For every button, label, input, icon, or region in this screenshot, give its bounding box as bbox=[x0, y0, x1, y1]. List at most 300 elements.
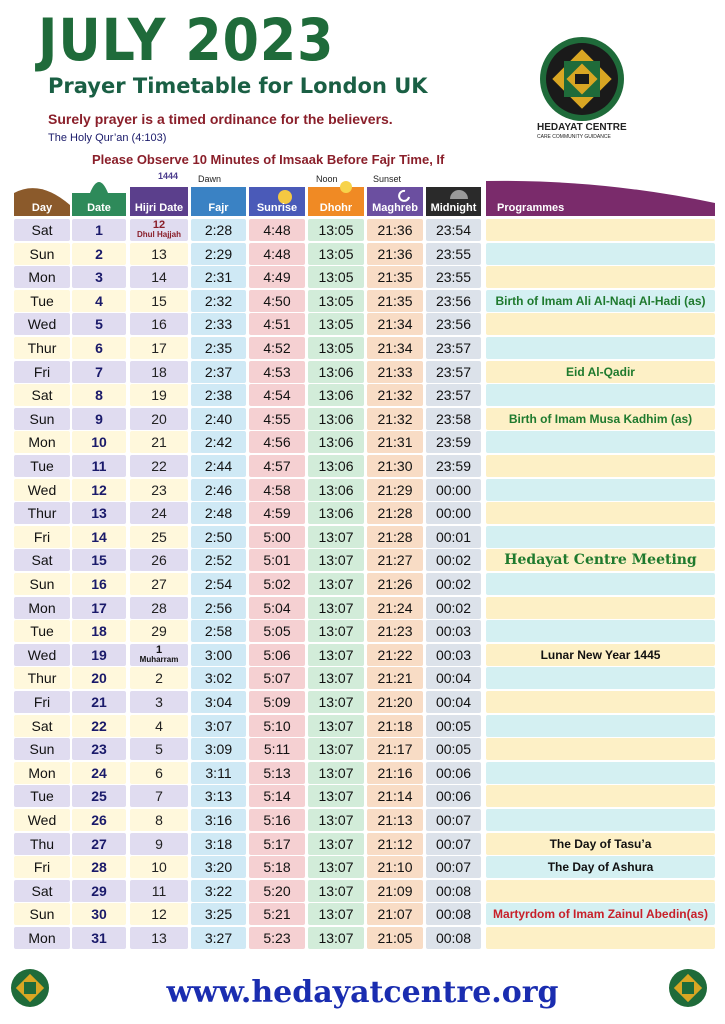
cell-midnight: 00:01 bbox=[426, 526, 481, 548]
cell-hijri: 27 bbox=[130, 573, 188, 595]
cell-midnight: 23:56 bbox=[426, 290, 481, 312]
cell-midnight: 00:05 bbox=[426, 715, 481, 737]
cell-hijri: 29 bbox=[130, 620, 188, 642]
table-row bbox=[0, 219, 725, 241]
cell-maghreb: 21:21 bbox=[367, 667, 423, 689]
table-row bbox=[0, 266, 725, 288]
cell-midnight: 00:03 bbox=[426, 620, 481, 642]
cell-sunrise: 5:02 bbox=[249, 573, 305, 595]
cell-programme: Lunar New Year 1445 bbox=[486, 644, 715, 666]
table-row bbox=[0, 856, 725, 878]
cell-date: 24 bbox=[72, 762, 126, 784]
table-row bbox=[0, 526, 725, 548]
imsaak-note: Please Observe 10 Minutes of Imsaak Before Fajr Time, If bbox=[92, 152, 445, 167]
cell-programme bbox=[486, 880, 715, 902]
cell-sunrise: 4:49 bbox=[249, 266, 305, 288]
cell-sunrise: 5:01 bbox=[249, 549, 305, 571]
cell-sunrise: 4:48 bbox=[249, 243, 305, 265]
cell-date: 21 bbox=[72, 691, 126, 713]
cell-date: 5 bbox=[72, 313, 126, 335]
cell-fajr: 3:27 bbox=[191, 927, 246, 949]
noon-label: Noon bbox=[316, 174, 338, 184]
cell-midnight: 00:00 bbox=[426, 479, 481, 501]
cell-date: 3 bbox=[72, 266, 126, 288]
cell-programme bbox=[486, 573, 715, 595]
cell-programme bbox=[486, 691, 715, 713]
table-row bbox=[0, 408, 725, 430]
cell-midnight: 00:00 bbox=[426, 502, 481, 524]
cell-programme: The Day of Ashura bbox=[486, 856, 715, 878]
cell-sunrise: 5:10 bbox=[249, 715, 305, 737]
cell-maghreb: 21:16 bbox=[367, 762, 423, 784]
cell-day: Sat bbox=[14, 219, 70, 241]
cell-maghreb: 21:26 bbox=[367, 573, 423, 595]
page-subtitle: Prayer Timetable for London UK bbox=[48, 74, 428, 98]
cell-midnight: 23:58 bbox=[426, 408, 481, 430]
cell-hijri bbox=[130, 644, 188, 666]
cell-maghreb: 21:32 bbox=[367, 384, 423, 406]
cell-date: 11 bbox=[72, 455, 126, 477]
cell-programme: Birth of Imam Ali Al-Naqi Al-Hadi (as) bbox=[486, 290, 715, 312]
cell-dhohr: 13:07 bbox=[308, 880, 364, 902]
cell-programme: Hedayat Centre Meeting bbox=[486, 549, 715, 571]
cell-day: Mon bbox=[14, 762, 70, 784]
cell-programme bbox=[486, 384, 715, 406]
cell-maghreb: 21:18 bbox=[367, 715, 423, 737]
cell-programme bbox=[486, 479, 715, 501]
cell-fajr: 2:42 bbox=[191, 431, 246, 453]
cell-maghreb: 21:12 bbox=[367, 833, 423, 855]
dawn-label: Dawn bbox=[198, 174, 222, 184]
cell-dhohr: 13:07 bbox=[308, 667, 364, 689]
cell-programme bbox=[486, 738, 715, 760]
cell-hijri: 22 bbox=[130, 455, 188, 477]
cell-fajr: 2:32 bbox=[191, 290, 246, 312]
table-row bbox=[0, 738, 725, 760]
cell-day: Thur bbox=[14, 667, 70, 689]
cell-sunrise: 5:09 bbox=[249, 691, 305, 713]
cell-sunrise: 4:54 bbox=[249, 384, 305, 406]
cell-sunrise: 5:04 bbox=[249, 597, 305, 619]
cell-programme bbox=[486, 597, 715, 619]
cell-fajr: 3:16 bbox=[191, 809, 246, 831]
table-row bbox=[0, 313, 725, 335]
cell-date: 13 bbox=[72, 502, 126, 524]
col-sunrise: Sunrise bbox=[256, 202, 298, 214]
cell-programme: Martyrdom of Imam Zainul Abedin(as) bbox=[486, 903, 715, 925]
cell-dhohr: 13:06 bbox=[308, 502, 364, 524]
cell-day: Tue bbox=[14, 785, 70, 807]
cell-hijri: 28 bbox=[130, 597, 188, 619]
cell-sunrise: 5:14 bbox=[249, 785, 305, 807]
cell-maghreb: 21:35 bbox=[367, 266, 423, 288]
hijri-month: Dhul Hajjah bbox=[136, 230, 181, 239]
cell-fajr: 2:37 bbox=[191, 361, 246, 383]
col-hijri: Hijri Date bbox=[134, 202, 184, 214]
cell-dhohr: 13:06 bbox=[308, 455, 364, 477]
cell-dhohr: 13:07 bbox=[308, 691, 364, 713]
cell-fajr: 2:52 bbox=[191, 549, 246, 571]
cell-hijri: 2 bbox=[130, 667, 188, 689]
cell-midnight: 00:08 bbox=[426, 927, 481, 949]
cell-sunrise: 5:17 bbox=[249, 833, 305, 855]
cell-fajr: 3:00 bbox=[191, 644, 246, 666]
cell-date: 26 bbox=[72, 809, 126, 831]
cell-fajr: 2:56 bbox=[191, 597, 246, 619]
cell-fajr: 2:33 bbox=[191, 313, 246, 335]
cell-maghreb: 21:14 bbox=[367, 785, 423, 807]
cell-day: Sat bbox=[14, 715, 70, 737]
cell-fajr: 3:22 bbox=[191, 880, 246, 902]
cell-midnight: 00:04 bbox=[426, 667, 481, 689]
cell-midnight: 00:02 bbox=[426, 597, 481, 619]
cell-hijri: 7 bbox=[130, 785, 188, 807]
cell-midnight: 00:06 bbox=[426, 762, 481, 784]
cell-midnight: 23:57 bbox=[426, 384, 481, 406]
cell-day: Mon bbox=[14, 266, 70, 288]
cell-hijri: 12 bbox=[130, 903, 188, 925]
cell-date: 28 bbox=[72, 856, 126, 878]
cell-hijri: 18 bbox=[130, 361, 188, 383]
cell-programme bbox=[486, 243, 715, 265]
table-row bbox=[0, 927, 725, 949]
table-row bbox=[0, 431, 725, 453]
cell-programme bbox=[486, 762, 715, 784]
cell-fajr: 2:40 bbox=[191, 408, 246, 430]
table-row bbox=[0, 809, 725, 831]
cell-midnight: 23:57 bbox=[426, 337, 481, 359]
cell-day: Tue bbox=[14, 455, 70, 477]
cell-hijri: 16 bbox=[130, 313, 188, 335]
cell-midnight: 00:07 bbox=[426, 833, 481, 855]
table-row bbox=[0, 691, 725, 713]
cell-day: Sat bbox=[14, 880, 70, 902]
cell-hijri: 5 bbox=[130, 738, 188, 760]
table-row bbox=[0, 290, 725, 312]
cell-maghreb: 21:36 bbox=[367, 243, 423, 265]
cell-hijri: 20 bbox=[130, 408, 188, 430]
cell-sunrise: 5:16 bbox=[249, 809, 305, 831]
cell-maghreb: 21:27 bbox=[367, 549, 423, 571]
cell-midnight: 00:06 bbox=[426, 785, 481, 807]
table-row bbox=[0, 573, 725, 595]
cell-hijri: 19 bbox=[130, 384, 188, 406]
cell-sunrise: 4:55 bbox=[249, 408, 305, 430]
cell-day: Sat bbox=[14, 384, 70, 406]
cell-sunrise: 5:06 bbox=[249, 644, 305, 666]
cell-programme bbox=[486, 431, 715, 453]
cell-dhohr: 13:06 bbox=[308, 431, 364, 453]
table-row bbox=[0, 479, 725, 501]
cell-date: 23 bbox=[72, 738, 126, 760]
website-url[interactable]: www.hedayatcentre.org bbox=[166, 975, 559, 1010]
cell-date: 29 bbox=[72, 880, 126, 902]
cell-programme bbox=[486, 219, 715, 241]
cell-fajr: 3:02 bbox=[191, 667, 246, 689]
cell-sunrise: 4:50 bbox=[249, 290, 305, 312]
cell-programme: Birth of Imam Musa Kadhim (as) bbox=[486, 408, 715, 430]
cell-programme: The Day of Tasu’a bbox=[486, 833, 715, 855]
logo-name: HEDAYAT CENTRE bbox=[537, 122, 627, 133]
cell-sunrise: 4:53 bbox=[249, 361, 305, 383]
cell-day: Mon bbox=[14, 431, 70, 453]
cell-maghreb: 21:35 bbox=[367, 290, 423, 312]
cell-maghreb: 21:23 bbox=[367, 620, 423, 642]
verse-reference: The Holy Qur’an (4:103) bbox=[48, 132, 167, 144]
table-row bbox=[0, 620, 725, 642]
cell-midnight: 23:54 bbox=[426, 219, 481, 241]
cell-day: Sun bbox=[14, 243, 70, 265]
cell-hijri: 6 bbox=[130, 762, 188, 784]
cell-sunrise: 5:13 bbox=[249, 762, 305, 784]
cell-day: Wed bbox=[14, 479, 70, 501]
cell-midnight: 23:59 bbox=[426, 455, 481, 477]
cell-date: 14 bbox=[72, 526, 126, 548]
cell-dhohr: 13:07 bbox=[308, 644, 364, 666]
cell-dhohr: 13:07 bbox=[308, 785, 364, 807]
cell-midnight: 23:57 bbox=[426, 361, 481, 383]
cell-date: 18 bbox=[72, 620, 126, 642]
cell-fajr: 3:20 bbox=[191, 856, 246, 878]
hedayat-badge-icon bbox=[668, 968, 708, 1008]
cell-sunrise: 5:18 bbox=[249, 856, 305, 878]
cell-dhohr: 13:07 bbox=[308, 738, 364, 760]
cell-fajr: 2:44 bbox=[191, 455, 246, 477]
cell-dhohr: 13:06 bbox=[308, 384, 364, 406]
cell-fajr: 2:58 bbox=[191, 620, 246, 642]
cell-fajr: 2:54 bbox=[191, 573, 246, 595]
cell-hijri: 24 bbox=[130, 502, 188, 524]
cell-midnight: 23:59 bbox=[426, 431, 481, 453]
cell-fajr: 2:29 bbox=[191, 243, 246, 265]
hijri-year-label: 1444 bbox=[158, 171, 179, 181]
cell-maghreb: 21:09 bbox=[367, 880, 423, 902]
cell-sunrise: 4:56 bbox=[249, 431, 305, 453]
cell-sunrise: 4:52 bbox=[249, 337, 305, 359]
col-midnight: Midnight bbox=[430, 202, 477, 214]
cell-dhohr: 13:07 bbox=[308, 833, 364, 855]
cell-sunrise: 5:05 bbox=[249, 620, 305, 642]
cell-dhohr: 13:07 bbox=[308, 927, 364, 949]
cell-programme: Eid Al-Qadir bbox=[486, 361, 715, 383]
cell-fajr: 3:18 bbox=[191, 833, 246, 855]
cell-day: Mon bbox=[14, 927, 70, 949]
cell-dhohr: 13:05 bbox=[308, 219, 364, 241]
sunset-label: Sunset bbox=[373, 174, 402, 184]
table-row bbox=[0, 667, 725, 689]
hijri-day: 1 bbox=[155, 643, 163, 656]
cell-maghreb: 21:28 bbox=[367, 502, 423, 524]
cell-day: Sun bbox=[14, 408, 70, 430]
cell-dhohr: 13:05 bbox=[308, 243, 364, 265]
cell-midnight: 00:07 bbox=[426, 856, 481, 878]
cell-day: Fri bbox=[14, 856, 70, 878]
cell-dhohr: 13:07 bbox=[308, 809, 364, 831]
cell-fajr: 3:04 bbox=[191, 691, 246, 713]
col-date: Date bbox=[87, 202, 111, 214]
cell-date: 8 bbox=[72, 384, 126, 406]
cell-dhohr: 13:07 bbox=[308, 903, 364, 925]
table-row bbox=[0, 644, 725, 666]
cell-midnight: 00:03 bbox=[426, 644, 481, 666]
cell-day: Thur bbox=[14, 502, 70, 524]
cell-maghreb: 21:22 bbox=[367, 644, 423, 666]
cell-midnight: 00:02 bbox=[426, 573, 481, 595]
cell-hijri bbox=[130, 219, 188, 241]
cell-sunrise: 4:57 bbox=[249, 455, 305, 477]
cell-maghreb: 21:24 bbox=[367, 597, 423, 619]
cell-sunrise: 5:07 bbox=[249, 667, 305, 689]
cell-hijri: 21 bbox=[130, 431, 188, 453]
cell-day: Fri bbox=[14, 526, 70, 548]
cell-date: 10 bbox=[72, 431, 126, 453]
cell-hijri: 11 bbox=[130, 880, 188, 902]
cell-hijri: 25 bbox=[130, 526, 188, 548]
cell-programme bbox=[486, 667, 715, 689]
cell-maghreb: 21:34 bbox=[367, 337, 423, 359]
cell-date: 30 bbox=[72, 903, 126, 925]
cell-dhohr: 13:07 bbox=[308, 573, 364, 595]
table-row bbox=[0, 903, 725, 925]
cell-midnight: 23:55 bbox=[426, 243, 481, 265]
cell-day: Tue bbox=[14, 620, 70, 642]
cell-date: 9 bbox=[72, 408, 126, 430]
cell-day: Fri bbox=[14, 361, 70, 383]
cell-fajr: 3:13 bbox=[191, 785, 246, 807]
cell-date: 31 bbox=[72, 927, 126, 949]
cell-dhohr: 13:07 bbox=[308, 620, 364, 642]
cell-date: 6 bbox=[72, 337, 126, 359]
cell-date: 25 bbox=[72, 785, 126, 807]
cell-dhohr: 13:05 bbox=[308, 337, 364, 359]
cell-maghreb: 21:29 bbox=[367, 479, 423, 501]
cell-date: 27 bbox=[72, 833, 126, 855]
cell-dhohr: 13:06 bbox=[308, 408, 364, 430]
cell-maghreb: 21:07 bbox=[367, 903, 423, 925]
cell-day: Thur bbox=[14, 337, 70, 359]
cell-sunrise: 5:20 bbox=[249, 880, 305, 902]
cell-day: Fri bbox=[14, 691, 70, 713]
cell-hijri: 15 bbox=[130, 290, 188, 312]
col-dhohr: Dhohr bbox=[319, 202, 353, 214]
cell-day: Mon bbox=[14, 597, 70, 619]
cell-date: 22 bbox=[72, 715, 126, 737]
cell-maghreb: 21:17 bbox=[367, 738, 423, 760]
cell-hijri: 3 bbox=[130, 691, 188, 713]
cell-date: 1 bbox=[72, 219, 126, 241]
cell-maghreb: 21:28 bbox=[367, 526, 423, 548]
cell-hijri: 17 bbox=[130, 337, 188, 359]
cell-day: Wed bbox=[14, 809, 70, 831]
cell-fajr: 3:25 bbox=[191, 903, 246, 925]
cell-dhohr: 13:07 bbox=[308, 856, 364, 878]
cell-day: Sun bbox=[14, 903, 70, 925]
table-row bbox=[0, 833, 725, 855]
col-maghreb: Maghreb bbox=[372, 202, 418, 214]
table-row bbox=[0, 785, 725, 807]
table-row bbox=[0, 597, 725, 619]
cell-sunrise: 5:23 bbox=[249, 927, 305, 949]
cell-programme bbox=[486, 313, 715, 335]
cell-day: Wed bbox=[14, 313, 70, 335]
cell-programme bbox=[486, 455, 715, 477]
cell-programme bbox=[486, 927, 715, 949]
cell-date: 20 bbox=[72, 667, 126, 689]
hijri-day: 12 bbox=[152, 219, 166, 231]
cell-dhohr: 13:07 bbox=[308, 762, 364, 784]
table-row bbox=[0, 549, 725, 571]
cell-hijri: 13 bbox=[130, 243, 188, 265]
cell-hijri: 26 bbox=[130, 549, 188, 571]
cell-hijri: 9 bbox=[130, 833, 188, 855]
cell-midnight: 00:02 bbox=[426, 549, 481, 571]
cell-maghreb: 21:32 bbox=[367, 408, 423, 430]
cell-fajr: 2:28 bbox=[191, 219, 246, 241]
table-row bbox=[0, 337, 725, 359]
cell-maghreb: 21:31 bbox=[367, 431, 423, 453]
col-fajr: Fajr bbox=[208, 202, 229, 214]
cell-maghreb: 21:10 bbox=[367, 856, 423, 878]
cell-programme bbox=[486, 337, 715, 359]
cell-dhohr: 13:06 bbox=[308, 479, 364, 501]
cell-midnight: 00:05 bbox=[426, 738, 481, 760]
table-row bbox=[0, 502, 725, 524]
cell-dhohr: 13:07 bbox=[308, 597, 364, 619]
cell-maghreb: 21:13 bbox=[367, 809, 423, 831]
cell-sunrise: 5:21 bbox=[249, 903, 305, 925]
page-title: JULY 2023 bbox=[38, 6, 335, 74]
table-header bbox=[0, 165, 725, 217]
table-row bbox=[0, 384, 725, 406]
logo-tagline: CARE COMMUNITY GUIDANCE bbox=[537, 134, 611, 140]
cell-hijri: 8 bbox=[130, 809, 188, 831]
cell-hijri: 10 bbox=[130, 856, 188, 878]
cell-maghreb: 21:33 bbox=[367, 361, 423, 383]
table-row bbox=[0, 715, 725, 737]
cell-maghreb: 21:36 bbox=[367, 219, 423, 241]
cell-fajr: 3:07 bbox=[191, 715, 246, 737]
cell-hijri: 4 bbox=[130, 715, 188, 737]
cell-hijri: 13 bbox=[130, 927, 188, 949]
cell-programme bbox=[486, 526, 715, 548]
cell-fajr: 3:09 bbox=[191, 738, 246, 760]
cell-sunrise: 4:48 bbox=[249, 219, 305, 241]
cell-maghreb: 21:34 bbox=[367, 313, 423, 335]
cell-fajr: 2:38 bbox=[191, 384, 246, 406]
cell-programme bbox=[486, 502, 715, 524]
table-row bbox=[0, 762, 725, 784]
cell-sunrise: 5:00 bbox=[249, 526, 305, 548]
cell-dhohr: 13:07 bbox=[308, 549, 364, 571]
cell-fajr: 2:35 bbox=[191, 337, 246, 359]
cell-day: Sun bbox=[14, 738, 70, 760]
cell-maghreb: 21:05 bbox=[367, 927, 423, 949]
table-row bbox=[0, 455, 725, 477]
cell-midnight: 00:04 bbox=[426, 691, 481, 713]
cell-day: Wed bbox=[14, 644, 70, 666]
cell-midnight: 23:56 bbox=[426, 313, 481, 335]
cell-date: 2 bbox=[72, 243, 126, 265]
cell-dhohr: 13:05 bbox=[308, 290, 364, 312]
cell-fajr: 2:31 bbox=[191, 266, 246, 288]
cell-midnight: 00:08 bbox=[426, 903, 481, 925]
cell-programme bbox=[486, 266, 715, 288]
cell-day: Sun bbox=[14, 573, 70, 595]
cell-programme bbox=[486, 620, 715, 642]
hedayat-centre-logo-icon bbox=[539, 36, 625, 122]
cell-dhohr: 13:05 bbox=[308, 313, 364, 335]
cell-sunrise: 4:51 bbox=[249, 313, 305, 335]
